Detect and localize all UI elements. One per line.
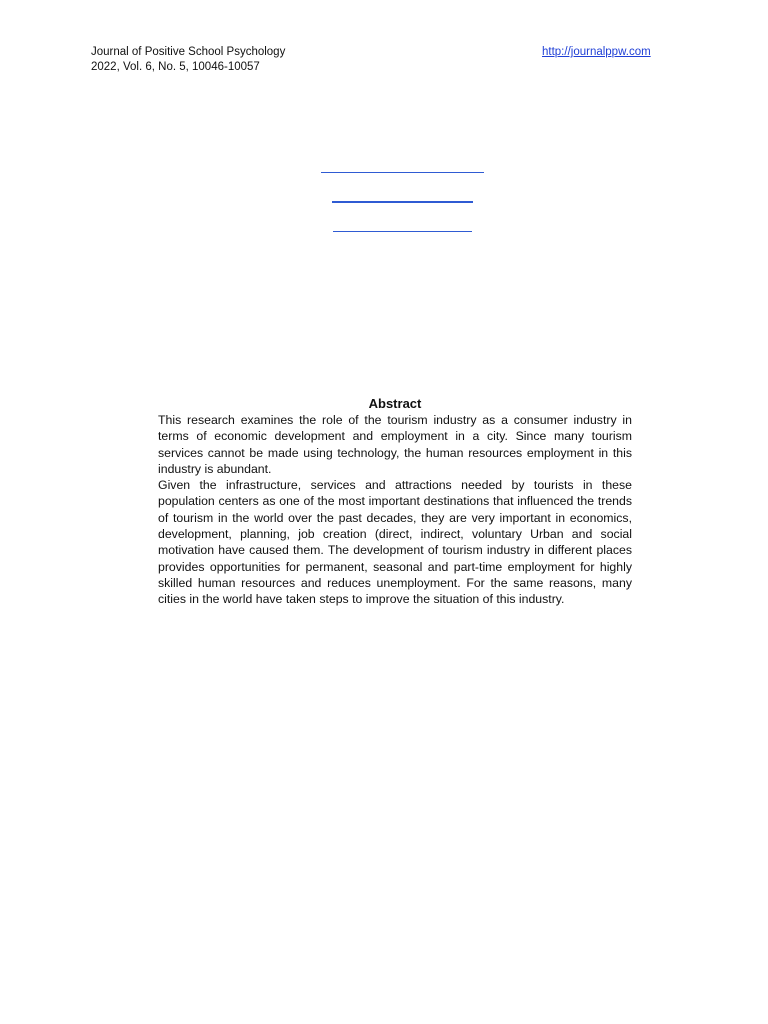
journal-header bbox=[91, 45, 285, 75]
author-link-underline-1[interactable] bbox=[321, 172, 484, 173]
abstract-section bbox=[158, 395, 632, 608]
issue-info: 2022, Vol. 6, No. 5, 10046-10057 bbox=[91, 61, 260, 73]
abstract-title: Abstract bbox=[368, 396, 422, 411]
abstract-paragraph-2: Given the infrastructure, services and attractions needed by tourists in these population centers as one of the most important destinations that influenced the trends of tourism in the world over the past decades, they are very important in economics, development, planning, job creation (direct, indirect, voluntary Urban and social motivation have caused them. The development of tourism industry in different places provides opportunities for permanent, seasonal and part-time employment for highly skilled human resources and reduces unemployment. For the same reasons, many cities in the world have taken steps to improve the situation of this industry. bbox=[158, 478, 632, 607]
journal-website-link[interactable]: http://journalppw.com bbox=[542, 46, 651, 58]
abstract-paragraph-1: This research examines the role of the tourism industry as a consumer industry in terms of economic development and employment in a city. Since many tourism services cannot be made using technology, the human resources employment in this industry is abundant. bbox=[158, 413, 632, 476]
author-link-underline-3[interactable] bbox=[333, 231, 472, 232]
author-link-underline-2[interactable] bbox=[332, 201, 473, 203]
journal-name: Journal of Positive School Psychology bbox=[91, 46, 286, 58]
